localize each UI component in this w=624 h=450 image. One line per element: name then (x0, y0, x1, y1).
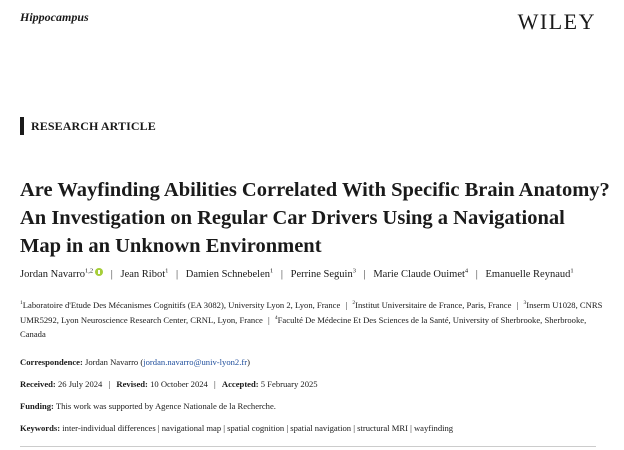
correspondence-name: Jordan Navarro ( (85, 357, 144, 367)
received-date: 26 July 2024 (57, 379, 103, 389)
author-3[interactable]: Damien Schnebelen$^1$ (185, 267, 274, 280)
divider (20, 446, 596, 447)
keywords-text: inter-individual differences | navigational map | spatial cognition | spatial navigation | structural MRI | wayfinding (62, 423, 454, 433)
author-separator: | (110, 269, 113, 280)
keywords (20, 422, 610, 434)
article-type-label: RESEARCH ARTICLE (31, 118, 156, 133)
affiliation-3: $^3$Inserm U1028, CNRS UMR5292, Lyon Neuroscience Research Center, CRNL, Lyon, France (20, 300, 603, 325)
article-type (20, 117, 156, 135)
author-2[interactable]: Jean Ribot$^1$ (120, 267, 169, 280)
received-label: Received: (20, 379, 56, 389)
article-title: Are Wayfinding Abilities Correlated With Specific Brain Anatomy? An Investigation on Regular Car Drivers Using a Navigational Map in an Unknown Environment (20, 179, 610, 257)
journal-name[interactable]: Hippocampus (20, 10, 89, 24)
affiliation-4: $^4$Faculté De Médecine Et Des Sciences de la Santé, University of Sherbrooke, Sherbrooke, Canada (20, 314, 587, 339)
author-separator: | (176, 269, 179, 280)
author-5[interactable]: Marie Claude Ouimet$^4$ (373, 267, 469, 280)
keywords-label: Keywords: (20, 423, 61, 433)
author-1[interactable]: Jordan Navarro$^{1,2}$ (20, 267, 94, 280)
correspondence-email-link[interactable]: jordan.navarro@univ-lyon2.fr (143, 357, 248, 367)
accepted-date: 5 February 2025 (260, 379, 318, 389)
author-4[interactable]: Perrine Seguin$^3$ (290, 267, 356, 280)
date-separator: | (108, 379, 111, 389)
author-6[interactable]: Emanuelle Reynaud$^1$ (485, 267, 574, 280)
affiliation-separator: | (345, 300, 348, 310)
affiliations (20, 298, 610, 342)
affiliation-1: $^1$Laboratoire d'Etude Des Mécanismes Cognitifs (EA 3082), University Lyon 2, Lyon, France (20, 300, 341, 310)
orcid-icon[interactable] (95, 268, 103, 276)
revised-date: 10 October 2024 (150, 379, 208, 389)
accepted-label: Accepted: (221, 379, 259, 389)
revised-label: Revised: (116, 379, 148, 389)
correspondence-label: Correspondence: (20, 357, 83, 367)
correspondence-close: ) (247, 357, 250, 367)
affiliation-2: $^2$Institut Universitaire de France, Paris, France (352, 300, 512, 310)
author-separator: | (363, 269, 366, 280)
article-dates (20, 378, 610, 390)
author-list (20, 268, 620, 282)
affiliation-separator: | (268, 314, 270, 325)
correspondence (20, 356, 610, 368)
author-separator: | (475, 269, 478, 280)
funding (20, 400, 610, 412)
funding-label: Funding: (20, 401, 54, 411)
affiliation-separator: | (516, 300, 519, 310)
article-type-bar (20, 117, 24, 135)
funding-text: This work was supported by Agence Nationale de la Recherche. (55, 401, 276, 411)
date-separator: | (214, 379, 216, 389)
publisher-logo[interactable]: WILEY (517, 9, 596, 34)
author-separator: | (280, 269, 283, 280)
